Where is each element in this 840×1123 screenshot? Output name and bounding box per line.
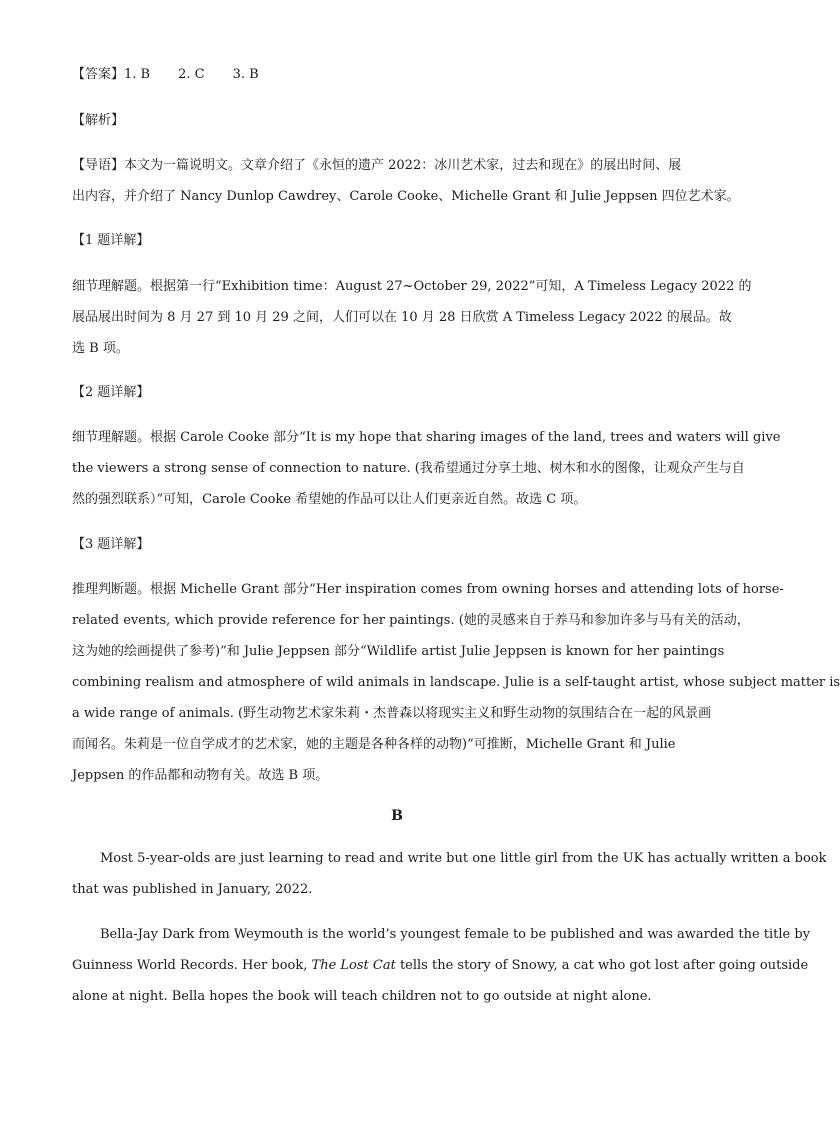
q3-line: Jeppsen 的作品都和动物有关。故选 B 项。 (72, 768, 329, 783)
section-b-p2-line (72, 950, 809, 981)
book-title: The Lost Cat (311, 958, 396, 973)
q3-heading: 【3 题详解】 (72, 537, 150, 552)
q1-paragraph (72, 271, 752, 364)
q1-heading: 【1 题详解】 (72, 233, 150, 248)
q3-line: combining realism and atmosphere of wild animals in landscape. Julie is a self-taught artist, whose subject matter is (72, 675, 840, 690)
section-b-p2-line: Bella-Jay Dark from Weymouth is the world’s youngest female to be published and was awarded the title by (100, 927, 811, 942)
q2-heading: 【2 题详解】 (72, 385, 150, 400)
q2-line: the viewers a strong sense of connection to nature. (我希望通过分享土地、树木和水的图像，让观众产生与自 (72, 461, 745, 476)
q3-paragraph (72, 574, 840, 791)
section-b-paragraph-2 (72, 919, 811, 1012)
section-b-p1-line: that was published in January, 2022. (72, 882, 313, 897)
q1-line: 选 B 项。 (72, 341, 129, 356)
answer-label: 【答案】 (72, 67, 125, 82)
text-run: tells the story of Snowy, a cat who got lost after going outside (395, 958, 809, 973)
answer-item-1: 1. B (124, 67, 151, 82)
q1-line: 展品展出时间为 8 月 27 到 10 月 29 之间，人们可以在 10 月 28 日欣赏 A Timeless Legacy 2022 的展品。故 (72, 310, 732, 325)
answer-item-3: 3. B (232, 67, 259, 82)
section-b-heading: B (391, 808, 403, 824)
section-b-p1-line: Most 5-year-olds are just learning to read and write but one little girl from the UK has actually written a book (100, 851, 827, 866)
q1-line: 细节理解题。根据第一行“Exhibition time：August 27~October 29, 2022”可知，A Timeless Legacy 2022 的 (72, 279, 752, 294)
section-b-p2-line: alone at night. Bella hopes the book will teach children not to go outside at night alone. (72, 989, 652, 1004)
q2-line: 细节理解题。根据 Carole Cooke 部分“It is my hope that sharing images of the land, trees and waters will give (72, 430, 781, 445)
text-run: Guinness World Records. Her book, (72, 958, 312, 973)
guide-line: 出内容，并介绍了 Nancy Dunlop Cawdrey、Carole Cooke、Michelle Grant 和 Julie Jeppsen 四位艺术家。 (72, 189, 740, 204)
q3-line: 而闻名。朱莉是一位自学成才的艺术家，她的主题是各种各样的动物)”可推断，Michelle Grant 和 Julie (72, 737, 676, 752)
q3-line: 这为她的绘画提供了参考)”和 Julie Jeppsen 部分“Wildlife artist Julie Jeppsen is known for her paintings (72, 644, 725, 659)
section-b-paragraph-1 (72, 843, 827, 905)
analysis-label: 【解析】 (72, 113, 125, 128)
answer-line (72, 65, 722, 85)
answer-item-2: 2. C (178, 67, 205, 82)
guide-paragraph (72, 150, 740, 212)
q2-paragraph (72, 422, 781, 515)
guide-line: 【导语】本文为一篇说明文。文章介绍了《永恒的遗产 2022：冰川艺术家，过去和现在》的展出时间、展 (72, 158, 682, 173)
q3-line: a wide range of animals. (野生动物艺术家朱莉・杰普森以将现实主义和野生动物的氛围结合在一起的风景画 (72, 706, 712, 721)
q2-line: 然的强烈联系）”可知，Carole Cooke 希望她的作品可以让人们更亲近自然。故选 C 项。 (72, 492, 587, 507)
q3-line: 推理判断题。根据 Michelle Grant 部分“Her inspiration comes from owning horses and attending lots of horse- (72, 582, 784, 597)
q3-line: related events, which provide reference for her paintings. (她的灵感来自于养马和参加许多与马有关的活动， (72, 613, 750, 628)
